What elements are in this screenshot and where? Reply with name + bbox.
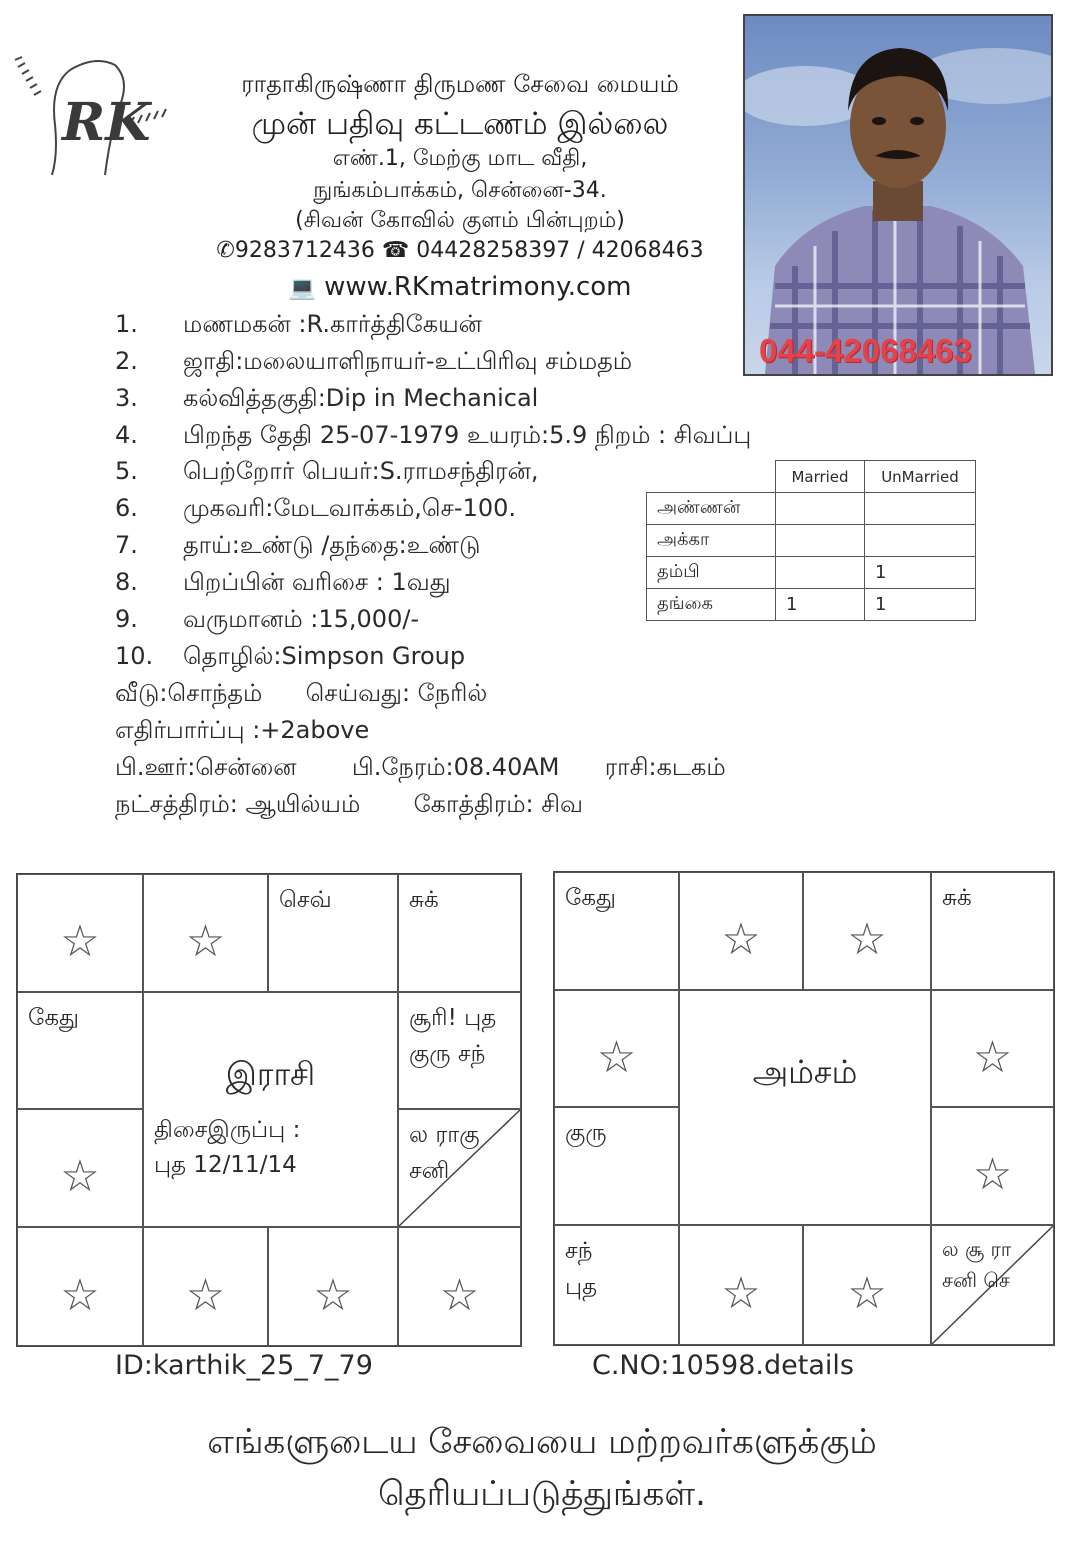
amsam-house-5 bbox=[931, 990, 1054, 1107]
amsam-house-7 bbox=[931, 1225, 1054, 1345]
dasa-value: புத 12/11/14 bbox=[154, 1151, 297, 1178]
computer-icon: 💻 bbox=[288, 276, 316, 301]
house-marriage-row bbox=[115, 679, 487, 710]
amsam-house-12 bbox=[554, 990, 679, 1107]
table-header-row bbox=[647, 461, 976, 493]
marriage-mode: செய்வது: நேரில் bbox=[305, 679, 488, 707]
phone-numbers: 04428258397 / 42068463 bbox=[416, 238, 704, 263]
star-icon: ☆ bbox=[972, 1149, 1013, 1201]
contact-number-id: C.NO:10598.details bbox=[592, 1350, 854, 1381]
sibling-label: அண்ணன் bbox=[647, 493, 776, 525]
amsam-house-3 bbox=[803, 872, 931, 990]
star-row bbox=[115, 790, 583, 821]
star-icon: ☆ bbox=[847, 1268, 887, 1320]
svg-text:RK: RK bbox=[62, 92, 151, 153]
planet-label: குரு bbox=[565, 1120, 607, 1146]
nakshatra: நட்சத்திரம்: ஆயில்யம் bbox=[115, 790, 361, 818]
address-line-2: நுங்கம்பாக்கம், சென்னை-34. bbox=[313, 178, 607, 203]
star-icon: ☆ bbox=[185, 916, 226, 968]
rasi-house-1 bbox=[17, 874, 143, 992]
table-header-married: Married bbox=[776, 461, 865, 493]
planet-label: சுக் bbox=[409, 887, 439, 913]
profile-photo bbox=[743, 14, 1053, 376]
sibling-label: அக்கா bbox=[647, 525, 776, 557]
amsam-title: அம்சம் bbox=[752, 1053, 858, 1091]
sibling-label: தங்கை bbox=[647, 589, 776, 621]
birth-time: பி.நேரம்:08.40AM bbox=[351, 753, 560, 781]
sibling-label: தம்பி bbox=[647, 557, 776, 589]
org-name: ராதாகிருஷ்ணா திருமண சேவை மையம் bbox=[241, 70, 679, 98]
planet-label: கேது bbox=[565, 885, 616, 911]
rasi-house-2 bbox=[143, 874, 268, 992]
star-icon: ☆ bbox=[313, 1269, 353, 1321]
contact-phones bbox=[180, 238, 740, 263]
star-icon: ☆ bbox=[185, 1269, 226, 1321]
telephone-icon: ☎ bbox=[381, 238, 410, 263]
rasi-house-4 bbox=[398, 874, 521, 992]
planet-label: சூரி! புத குரு சந் bbox=[409, 1005, 497, 1067]
amsam-house-11 bbox=[554, 1107, 679, 1225]
website-link[interactable]: www.RKmatrimony.com bbox=[324, 272, 632, 302]
birth-row bbox=[115, 753, 726, 784]
rasi-center bbox=[143, 992, 398, 1227]
siblings-table bbox=[646, 460, 976, 621]
sibling-married bbox=[776, 557, 865, 589]
sibling-unmarried: 1 bbox=[865, 589, 976, 621]
sibling-married: 1 bbox=[776, 589, 865, 621]
star-icon: ☆ bbox=[596, 1031, 637, 1083]
address-line-1: எண்.1, மேற்கு மாட வீதி, bbox=[332, 146, 588, 171]
rasi-house-3 bbox=[268, 874, 398, 992]
amsam-house-2 bbox=[679, 872, 803, 990]
amsam-house-6 bbox=[931, 1107, 1054, 1225]
star-icon: ☆ bbox=[721, 1268, 761, 1320]
planet-label: கேது bbox=[28, 1005, 79, 1031]
star-icon: ☆ bbox=[972, 1031, 1013, 1083]
amsam-chart bbox=[553, 871, 1055, 1346]
star-icon: ☆ bbox=[721, 914, 761, 966]
mobile-number: 9283712436 bbox=[234, 238, 375, 263]
person-silhouette bbox=[745, 16, 1051, 374]
star-icon: ☆ bbox=[60, 1269, 100, 1321]
photo-overlay-number: 044-42068463 bbox=[759, 332, 972, 369]
rasi-house-8 bbox=[268, 1227, 398, 1346]
website-line bbox=[180, 272, 740, 302]
no-fee-notice: முன் பதிவு கட்டணம் இல்லை bbox=[251, 106, 669, 142]
amsam-center bbox=[679, 990, 931, 1225]
dasa-info bbox=[154, 1113, 300, 1182]
rasi: ராசி:கடகம் bbox=[604, 753, 726, 781]
star-icon: ☆ bbox=[60, 1151, 100, 1203]
rasi-house-6 bbox=[398, 1109, 521, 1227]
table-header-blank bbox=[647, 461, 776, 493]
rasi-house-10 bbox=[17, 1227, 143, 1346]
star-icon: ☆ bbox=[439, 1269, 480, 1321]
planet-label: ல சூ ரா சனி செ bbox=[942, 1237, 1012, 1292]
dasa-label: திசைஇருப்பு : bbox=[154, 1117, 301, 1143]
profile-id: ID:karthik_25_7_79 bbox=[115, 1350, 373, 1381]
table-header-unmarried: UnMarried bbox=[865, 461, 976, 493]
mobile-icon: ✆ bbox=[216, 238, 235, 263]
amsam-house-1 bbox=[554, 872, 679, 990]
rk-logo bbox=[10, 55, 180, 195]
rasi-house-5 bbox=[398, 992, 521, 1109]
planet-label: செவ் bbox=[279, 887, 332, 913]
rasi-chart bbox=[16, 873, 522, 1347]
table-row bbox=[647, 589, 976, 621]
house-status: வீடு:சொந்தம் bbox=[115, 679, 263, 707]
sibling-married bbox=[776, 493, 865, 525]
amsam-house-4 bbox=[931, 872, 1054, 990]
rasi-house-11 bbox=[17, 1109, 143, 1227]
expectation-row: எதிர்பார்ப்பு :+2above bbox=[115, 716, 370, 744]
sibling-unmarried: 1 bbox=[865, 557, 976, 589]
amsam-house-8 bbox=[803, 1225, 931, 1345]
slogan-line-2: தெரியப்படுத்துங்கள். bbox=[378, 1474, 706, 1514]
amsam-house-10 bbox=[554, 1225, 679, 1345]
table-row bbox=[647, 557, 976, 589]
table-row bbox=[647, 493, 976, 525]
rasi-house-12 bbox=[17, 992, 143, 1109]
address-line-3: (சிவன் கோவில் குளம் பின்புறம்) bbox=[295, 208, 625, 233]
planet-label: ல ராகு சனி bbox=[409, 1122, 480, 1184]
rasi-house-9 bbox=[143, 1227, 268, 1346]
planet-label: சுக் bbox=[942, 885, 972, 911]
rasi-house-7 bbox=[398, 1227, 521, 1346]
slogan-line-1: எங்களுடைய சேவையை மற்றவர்களுக்கும் bbox=[207, 1422, 877, 1462]
star-icon: ☆ bbox=[847, 914, 887, 966]
sibling-unmarried bbox=[865, 493, 976, 525]
rasi-title: இராசி bbox=[225, 1055, 316, 1093]
amsam-house-9 bbox=[679, 1225, 803, 1345]
table-row bbox=[647, 525, 976, 557]
planet-label: சந் புத bbox=[565, 1238, 598, 1300]
birth-place: பி.ஊர்:சென்னை bbox=[115, 753, 297, 781]
gothra: கோத்திரம்: சிவ bbox=[413, 790, 584, 818]
star-icon: ☆ bbox=[60, 916, 100, 968]
sibling-married bbox=[776, 525, 865, 557]
sibling-unmarried bbox=[865, 525, 976, 557]
